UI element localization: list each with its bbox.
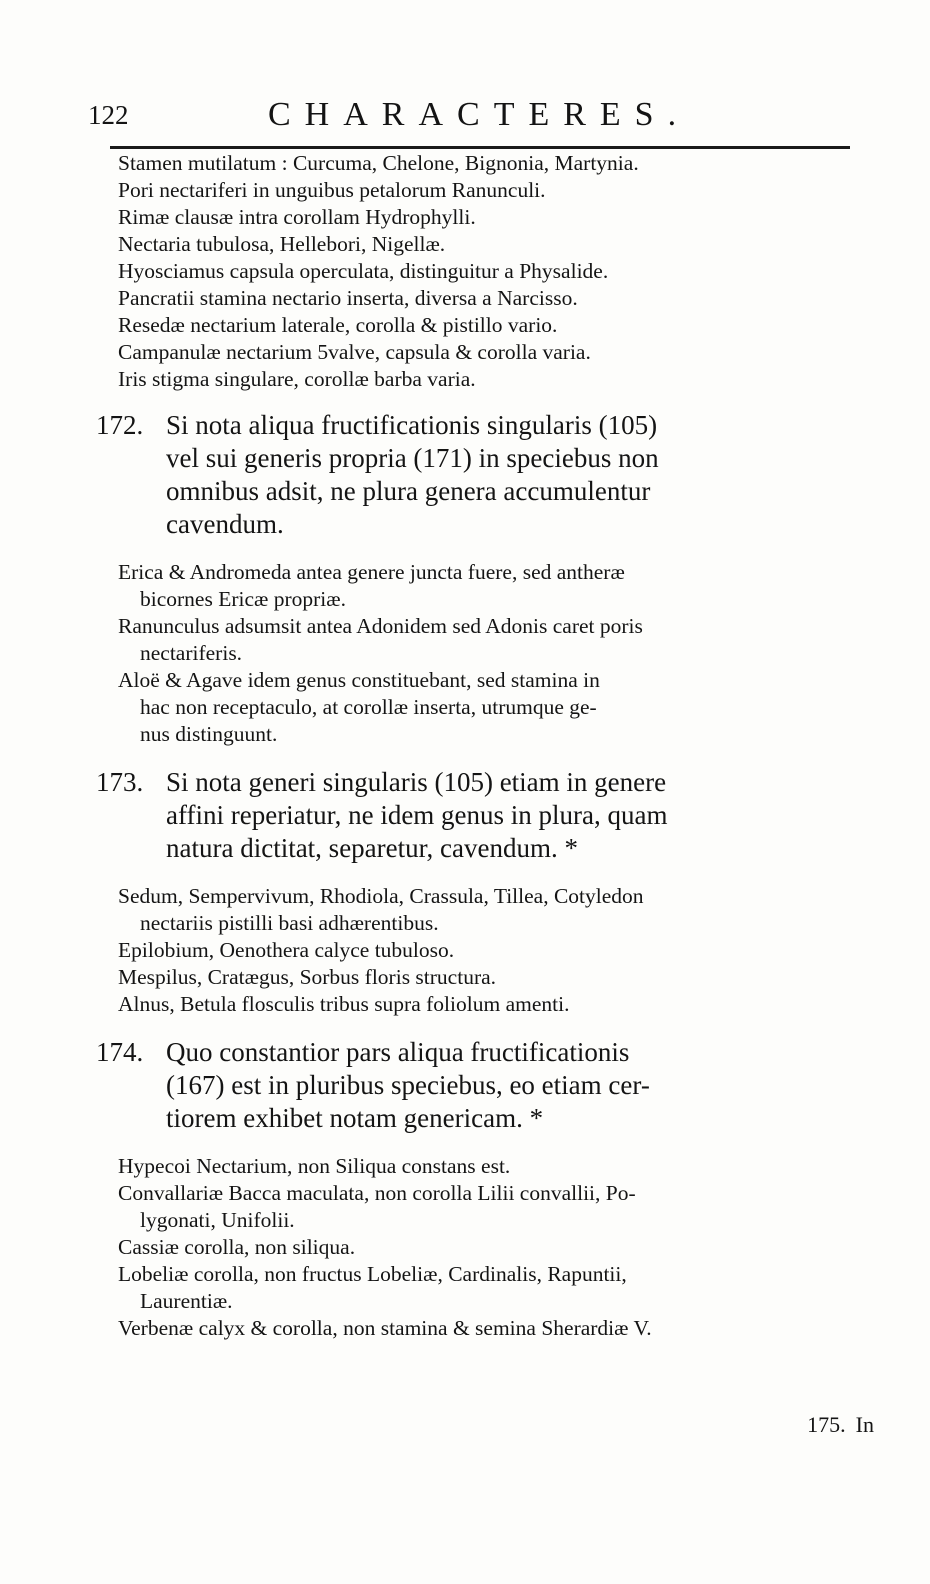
- example-line: bicornes Ericæ propriæ.: [140, 587, 346, 611]
- example-line: Sedum, Sempervivum, Rhodiola, Crassula, Tillea, Cotyledon: [118, 884, 644, 908]
- list-item: Pori nectariferi in unguibus petalorum Ranunculi.: [118, 178, 546, 202]
- example-line: Mespilus, Cratægus, Sorbus floris structura.: [118, 965, 497, 989]
- list-item: Hyosciamus capsula operculata, distinguitur a Physalide.: [118, 259, 609, 283]
- example-line: Erica & Andromeda antea genere juncta fuere, sed antheræ: [118, 560, 625, 584]
- example-line: Verbenæ calyx & corolla, non stamina & semina Sherardiæ V.: [118, 1316, 652, 1340]
- examples-173: [96, 883, 876, 1018]
- header-rule: [110, 146, 850, 149]
- page-body: [96, 150, 876, 1342]
- section-text: natura dictitat, separetur, cavendum. *: [166, 833, 579, 863]
- section-text: tiorem exhibet notam genericam. *: [166, 1103, 544, 1133]
- page-number: 122: [88, 100, 129, 130]
- running-head: CHARACTERES.: [268, 96, 691, 133]
- section-text: Quo constantior pars aliqua fructificationis: [166, 1037, 630, 1067]
- examples-172: [96, 559, 876, 748]
- example-line: nus distinguunt.: [140, 722, 278, 746]
- examples-174: [96, 1153, 876, 1342]
- section-text: omnibus adsit, ne plura genera accumulentur: [166, 476, 651, 506]
- list-item: Resedæ nectarium laterale, corolla & pistillo vario.: [118, 313, 558, 337]
- section-text: vel sui generis propria (171) in speciebus non: [166, 443, 659, 473]
- catchword-text: In: [855, 1412, 874, 1437]
- page-header: [88, 96, 848, 140]
- section-173: [96, 766, 876, 865]
- example-line: Lobeliæ corolla, non fructus Lobeliæ, Cardinalis, Rapuntii,: [118, 1262, 627, 1286]
- list-item: Stamen mutilatum : Curcuma, Chelone, Bignonia, Martynia.: [118, 151, 639, 175]
- section-number: 172.: [96, 410, 144, 440]
- section-text: cavendum.: [166, 509, 284, 539]
- example-line: Convallariæ Bacca maculata, non corolla Lilii convallii, Po-: [118, 1181, 636, 1205]
- example-line: nectariferis.: [140, 641, 243, 665]
- list-item: Nectaria tubulosa, Hellebori, Nigellæ.: [118, 232, 446, 256]
- example-line: Ranunculus adsumsit antea Adonidem sed Adonis caret poris: [118, 614, 643, 638]
- list-item: Campanulæ nectarium 5valve, capsula & corolla varia.: [118, 340, 591, 364]
- section-text: affini reperiatur, ne idem genus in plura, quam: [166, 800, 668, 830]
- section-number: 173.: [96, 767, 144, 797]
- catchword-number: 175.: [807, 1412, 846, 1437]
- section-number: 174.: [96, 1037, 144, 1067]
- example-line: Laurentiæ.: [140, 1289, 233, 1313]
- section-172: [96, 409, 876, 541]
- list-item: Iris stigma singulare, corollæ barba varia.: [118, 367, 476, 391]
- example-line: lygonati, Unifolii.: [140, 1208, 295, 1232]
- example-line: Alnus, Betula flosculis tribus supra foliolum amenti.: [118, 992, 570, 1016]
- characters-list: [96, 150, 876, 393]
- list-item: Pancratii stamina nectario inserta, diversa a Narcisso.: [118, 286, 578, 310]
- example-line: Hypecoi Nectarium, non Siliqua constans est.: [118, 1154, 511, 1178]
- example-line: Cassiæ corolla, non siliqua.: [118, 1235, 356, 1259]
- section-text: (167) est in pluribus speciebus, eo etiam cer-: [166, 1070, 650, 1100]
- section-text: Si nota generi singularis (105) etiam in genere: [166, 767, 667, 797]
- example-line: Epilobium, Oenothera calyce tubuloso.: [118, 938, 455, 962]
- example-line: hac non receptaculo, at corollæ inserta, utrumque ge-: [140, 695, 597, 719]
- catchword: [797, 1412, 874, 1438]
- example-line: nectariis pistilli basi adhærentibus.: [140, 911, 439, 935]
- example-line: Aloë & Agave idem genus constituebant, sed stamina in: [118, 668, 600, 692]
- list-item: Rimæ clausæ intra corollam Hydrophylli.: [118, 205, 476, 229]
- section-text: Si nota aliqua fructificationis singularis (105): [166, 410, 658, 440]
- section-174: [96, 1036, 876, 1135]
